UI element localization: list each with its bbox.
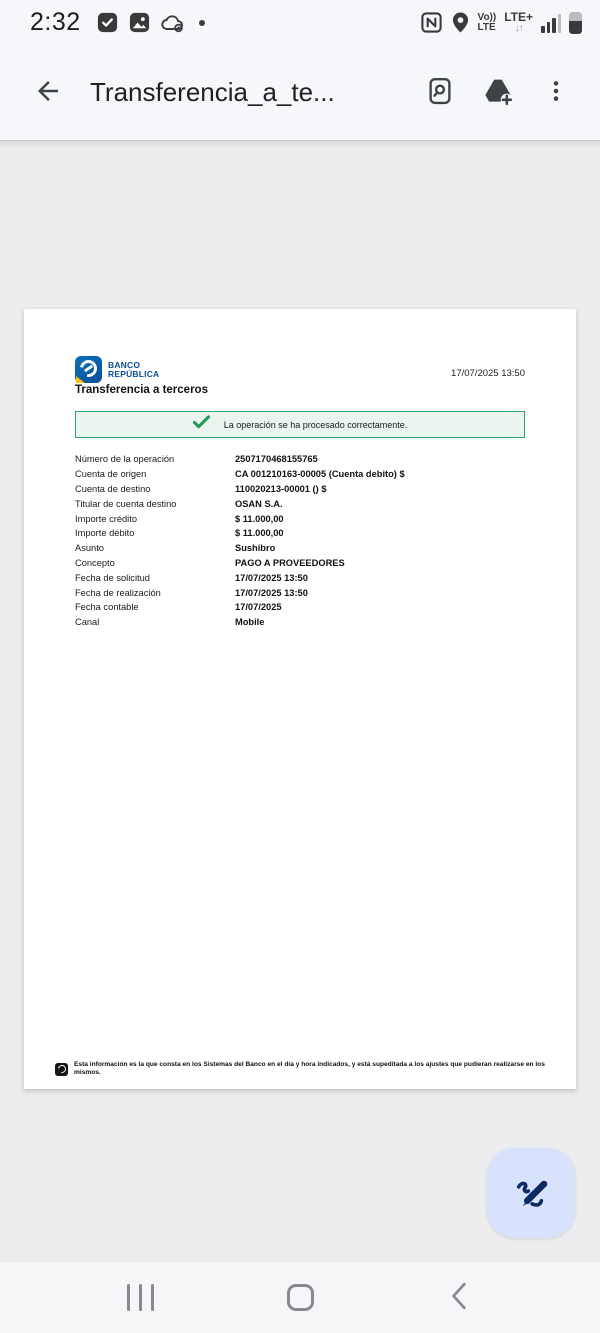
status-bar <box>0 0 600 45</box>
field-value: PAGO A PROVEEDORES <box>235 557 345 568</box>
field-value: Sushibro <box>235 543 276 554</box>
status-left-cluster <box>30 8 205 37</box>
field-row <box>75 526 525 541</box>
receipt-timestamp: 17/07/2025 13:50 <box>451 368 525 379</box>
task-check-notification-icon <box>96 11 119 34</box>
field-label: Cuenta de destino <box>75 483 151 494</box>
notification-dot-icon <box>199 20 205 26</box>
field-value: OSAN S.A. <box>235 498 283 509</box>
field-value: 17/07/2025 13:50 <box>235 587 308 598</box>
drive-add-icon <box>482 75 514 110</box>
field-label: Asunto <box>75 543 104 554</box>
location-icon <box>451 11 470 34</box>
brou-footer-logo-icon <box>55 1063 68 1076</box>
field-value: 17/07/2025 <box>235 602 282 613</box>
field-row <box>75 615 525 630</box>
field-label: Fecha de realización <box>75 587 161 598</box>
app-bar <box>0 45 600 140</box>
navigation-bar <box>0 1262 600 1333</box>
arrow-back-icon <box>33 76 63 109</box>
receipt-fields <box>75 452 525 630</box>
field-value: $ 11.000,00 <box>235 513 284 524</box>
brou-logo-icon <box>75 356 102 383</box>
field-label: Canal <box>75 617 100 628</box>
pdf-page <box>24 309 576 1089</box>
volte-icon: Vo)) LTE <box>477 11 497 33</box>
weather-cloud-notification-icon <box>160 11 186 34</box>
field-row <box>75 541 525 556</box>
receipt-heading: Transferencia a terceros <box>75 384 208 396</box>
field-label: Fecha contable <box>75 602 139 613</box>
field-value: 17/07/2025 13:50 <box>235 572 308 583</box>
recents-button[interactable] <box>110 1268 170 1328</box>
back-chevron-icon <box>447 1281 473 1314</box>
recents-icon <box>127 1284 154 1311</box>
find-in-document-button[interactable] <box>418 71 462 115</box>
bank-logo-text: BANCO REPÚBLICA <box>108 359 160 379</box>
receipt-footer <box>55 1061 548 1077</box>
field-row <box>75 452 525 467</box>
field-row <box>75 585 525 600</box>
more-vert-icon <box>543 78 569 107</box>
overflow-menu-button[interactable] <box>534 71 578 115</box>
annotate-fab[interactable] <box>487 1148 575 1238</box>
signal-strength-icon <box>541 13 561 33</box>
field-row <box>75 556 525 571</box>
document-title: Transferencia_a_te... <box>90 77 335 107</box>
field-value: CA 001210163-00005 (Cuenta debito) $ <box>235 469 405 480</box>
field-label: Fecha de solicitud <box>75 572 150 583</box>
clock: 2:32 <box>30 8 81 36</box>
battery-icon <box>569 12 582 34</box>
field-label: Número de la operación <box>75 454 175 465</box>
back-nav-button[interactable] <box>430 1268 490 1328</box>
success-message: La operación se ha procesado correctamente. <box>223 419 408 430</box>
field-label: Concepto <box>75 557 115 568</box>
photo-notification-icon <box>128 11 151 34</box>
stylus-note-icon <box>508 1169 554 1218</box>
field-row <box>75 511 525 526</box>
field-row <box>75 600 525 615</box>
add-to-drive-button[interactable] <box>476 71 520 115</box>
field-label: Titular de cuenta destino <box>75 498 177 509</box>
field-value: 110020213-00001 () $ <box>235 483 327 494</box>
field-row <box>75 482 525 497</box>
home-button[interactable] <box>270 1268 330 1328</box>
field-value: 2507170468155765 <box>235 454 318 465</box>
field-label: Importe crédito <box>75 513 138 524</box>
status-right-cluster <box>420 11 582 34</box>
field-value: Mobile <box>235 617 265 628</box>
field-row <box>75 467 525 482</box>
nfc-icon <box>420 11 443 34</box>
network-type-indicator: LTE+ ↓↑ <box>504 9 533 34</box>
back-button[interactable] <box>26 71 70 115</box>
field-row <box>75 496 525 511</box>
success-check-icon <box>193 415 210 434</box>
receipt-header <box>75 356 525 383</box>
field-value: $ 11.000,00 <box>235 528 284 539</box>
bank-logo <box>75 356 159 383</box>
success-banner <box>75 411 525 438</box>
pdf-viewer[interactable] <box>0 140 600 1262</box>
app-bar-actions <box>418 71 578 115</box>
home-icon <box>287 1284 314 1311</box>
footer-disclaimer: Esta información es la que consta en los Sistemas del Banco en el día y hora indicados, y está supeditada a los ajustes que pudieran realizarse en los mismos. <box>74 1061 545 1076</box>
field-row <box>75 570 525 585</box>
find-in-page-icon <box>425 76 455 109</box>
field-label: Importe débito <box>75 528 135 539</box>
field-label: Cuenta de origen <box>75 469 147 480</box>
